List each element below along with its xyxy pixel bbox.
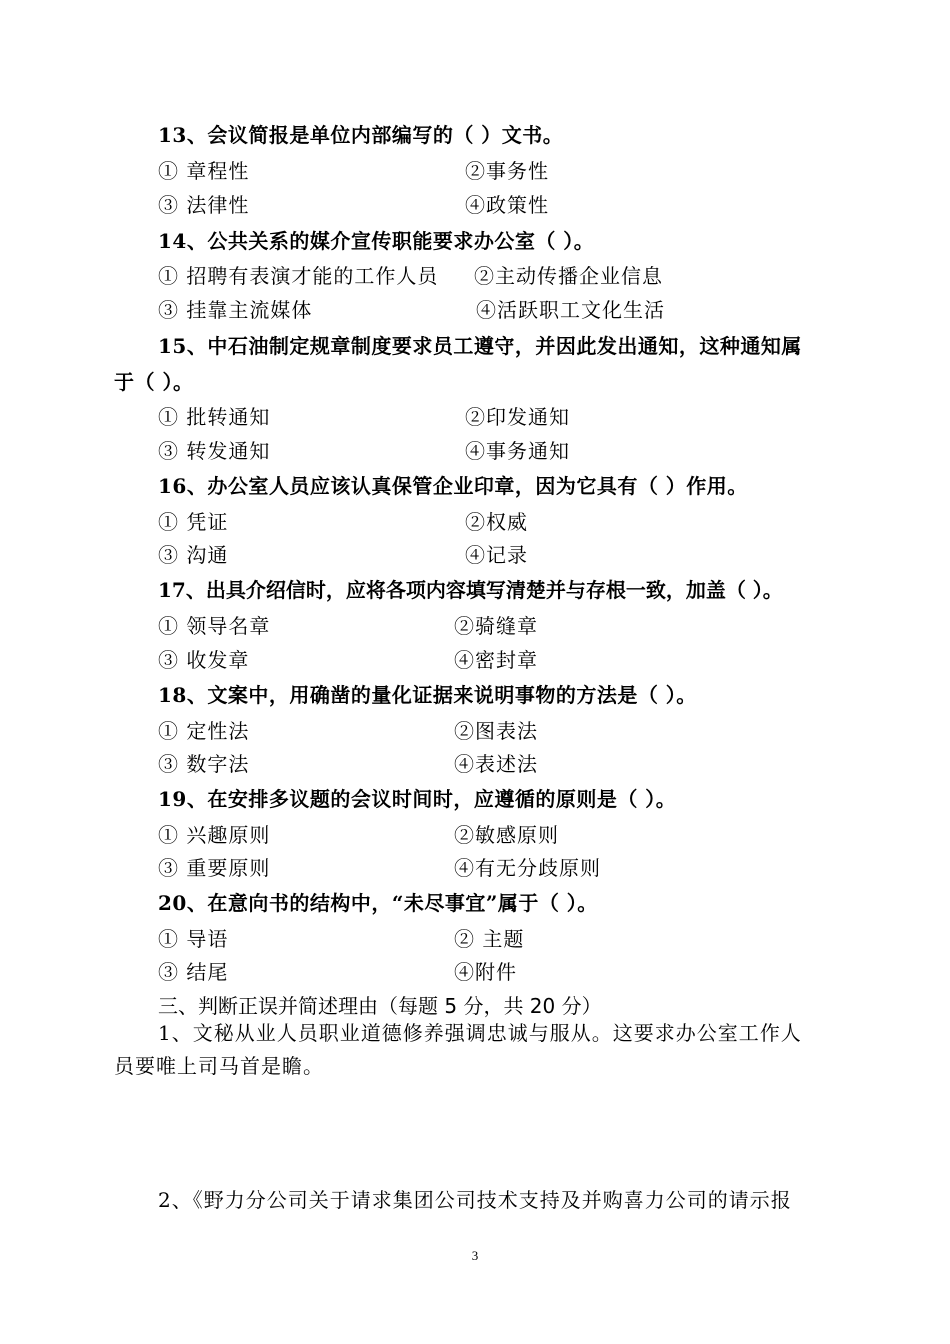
section-3-item-1-line-1: 1、文秘从业人员职业道德修养强调忠诚与服从。这要求办公室工作人 [158,1021,802,1045]
question-18-stem: 18、文案中，用确凿的量化证据来说明事物的方法是（ ）。 [158,683,697,707]
question-13-option-2: ②事务性 [465,159,549,183]
question-18-option-1: ① 定性法 [158,719,250,743]
question-20-option-2: ② 主题 [454,927,525,951]
question-13-option-3: ③ 法律性 [158,193,250,217]
question-14-option-1: ① 招聘有表演才能的工作人员 [158,264,439,288]
section-3-item-1-line-2: 员要唯上司马首是瞻。 [114,1054,324,1078]
question-20-option-4: ④附件 [454,960,517,984]
question-13-stem: 13、会议简报是单位内部编写的（ ）文书。 [158,123,564,147]
question-17-option-3: ③ 收发章 [158,648,250,672]
question-15-option-3: ③ 转发通知 [158,439,271,463]
question-20-option-1: ① 导语 [158,927,229,951]
question-15-option-4: ④事务通知 [465,439,570,463]
question-16-option-1: ① 凭证 [158,510,229,534]
question-15-option-1: ① 批转通知 [158,405,271,429]
question-16-option-3: ③ 沟通 [158,543,229,567]
question-19-option-4: ④有无分歧原则 [454,856,601,880]
question-16-option-2: ②权威 [465,510,528,534]
question-17-option-1: ① 领导名章 [158,614,271,638]
question-13-option-4: ④政策性 [465,193,549,217]
question-20-stem: 20、在意向书的结构中，“未尽事宜”属于（ ）。 [158,891,598,915]
page-number: 3 [471,1248,479,1263]
question-17-option-4: ④密封章 [454,648,538,672]
question-17-stem: 17、出具介绍信时，应将各项内容填写清楚并与存根一致，加盖（ ）。 [158,578,783,602]
question-16-stem: 16、办公室人员应该认真保管企业印章，因为它具有（ ）作用。 [158,474,748,498]
question-17-option-2: ②骑缝章 [454,614,538,638]
question-13-option-1: ① 章程性 [158,159,250,183]
question-14-stem: 14、公共关系的媒介宣传职能要求办公室（ ）。 [158,229,595,253]
question-18-option-2: ②图表法 [454,719,538,743]
section-3-heading: 三、判断正误并简述理由（每题 5 分，共 20 分） [158,994,602,1018]
question-16-option-4: ④记录 [465,543,528,567]
question-15-stem-line-1: 15、中石油制定规章制度要求员工遵守，并因此发出通知，这种通知属 [158,334,802,358]
section-3-item-2-line-1: 2、《野力分公司关于请求集团公司技术支持及并购喜力公司的请示报 [158,1188,792,1212]
question-19-option-2: ②敏感原则 [454,823,559,847]
question-14-option-4: ④活跃职工文化生活 [476,298,665,322]
question-19-option-1: ① 兴趣原则 [158,823,271,847]
question-18-option-3: ③ 数字法 [158,752,250,776]
question-15-option-2: ②印发通知 [465,405,570,429]
question-19-stem: 19、在安排多议题的会议时间时，应遵循的原则是（ ）。 [158,787,677,811]
question-18-option-4: ④表述法 [454,752,538,776]
question-19-option-3: ③ 重要原则 [158,856,271,880]
question-14-option-3: ③ 挂靠主流媒体 [158,298,313,322]
question-20-option-3: ③ 结尾 [158,960,229,984]
question-15-stem-line-2: 于（ ）。 [114,370,194,394]
question-14-option-2: ②主动传播企业信息 [474,264,663,288]
